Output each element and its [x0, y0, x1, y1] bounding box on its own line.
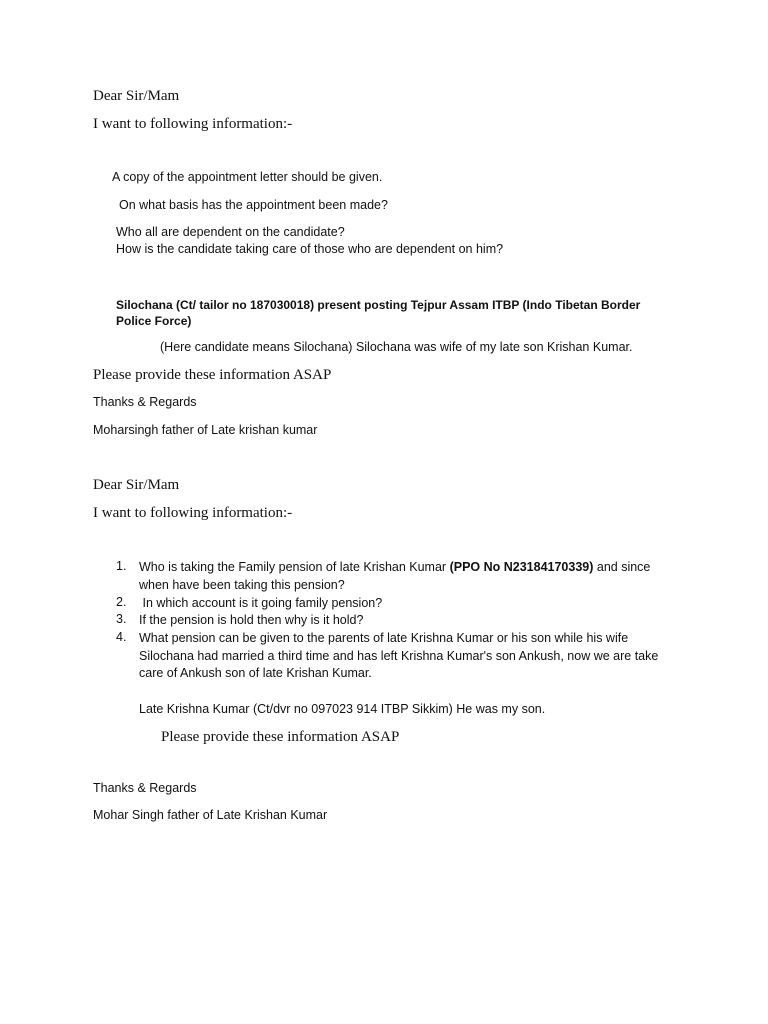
list-text: Who is taking the Family pension of late Krishan Kumar (PPO No N23184170339) and since when have been taking this pension? — [139, 560, 651, 592]
candidate-note: (Here candidate means Silochana) Silochana was wife of my late son Krishan Kumar. — [160, 340, 633, 354]
list-number: 4. — [116, 630, 127, 644]
list-number: 1. — [116, 559, 127, 573]
list-number: 2. — [116, 595, 127, 609]
list-text: What pension can be given to the parents of late Krishna Kumar or his son while his wife Silochana had married a third time and has left Krishna Kumar's son Ankush, now we are take care of Ankush son of late Krishan Kumar. — [139, 631, 659, 680]
closing: Thanks & Regards — [93, 395, 197, 409]
intro-line: I want to following information:- — [93, 116, 293, 132]
request-line: Please provide these information ASAP — [93, 367, 332, 383]
salutation: Dear Sir/Mam — [93, 477, 180, 493]
son-note: Late Krishna Kumar (Ct/dvr no 097023 914 ITBP Sikkim) He was my son. — [139, 702, 546, 716]
salutation: Dear Sir/Mam — [93, 88, 180, 104]
question-appointment-basis: On what basis has the appointment been made? — [119, 198, 388, 212]
signature: Moharsingh father of Late krishan kumar — [93, 423, 318, 437]
question-dependents: Who all are dependent on the candidate? — [116, 225, 345, 239]
list-text: In which account is it going family pension? — [139, 596, 383, 610]
intro-line: I want to following information:- — [93, 505, 293, 521]
list-item — [116, 595, 676, 613]
subject-person: Silochana (Ct/ tailor no 187030018) present posting Tejpur Assam ITBP (Indo Tibetan Border Police Force) — [116, 298, 641, 328]
closing: Thanks & Regards — [93, 781, 197, 795]
list-number: 3. — [116, 612, 127, 626]
list-item — [116, 612, 676, 630]
list-item — [116, 630, 676, 683]
request-line: Please provide these information ASAP — [161, 729, 400, 745]
signature: Mohar Singh father of Late Krishan Kumar — [93, 808, 328, 822]
list-item — [116, 559, 676, 594]
question-dependents-care: How is the candidate taking care of those who are dependent on him? — [116, 242, 504, 256]
question-appointment-letter: A copy of the appointment letter should be given. — [112, 170, 383, 184]
list-text: If the pension is hold then why is it hold? — [139, 613, 364, 627]
